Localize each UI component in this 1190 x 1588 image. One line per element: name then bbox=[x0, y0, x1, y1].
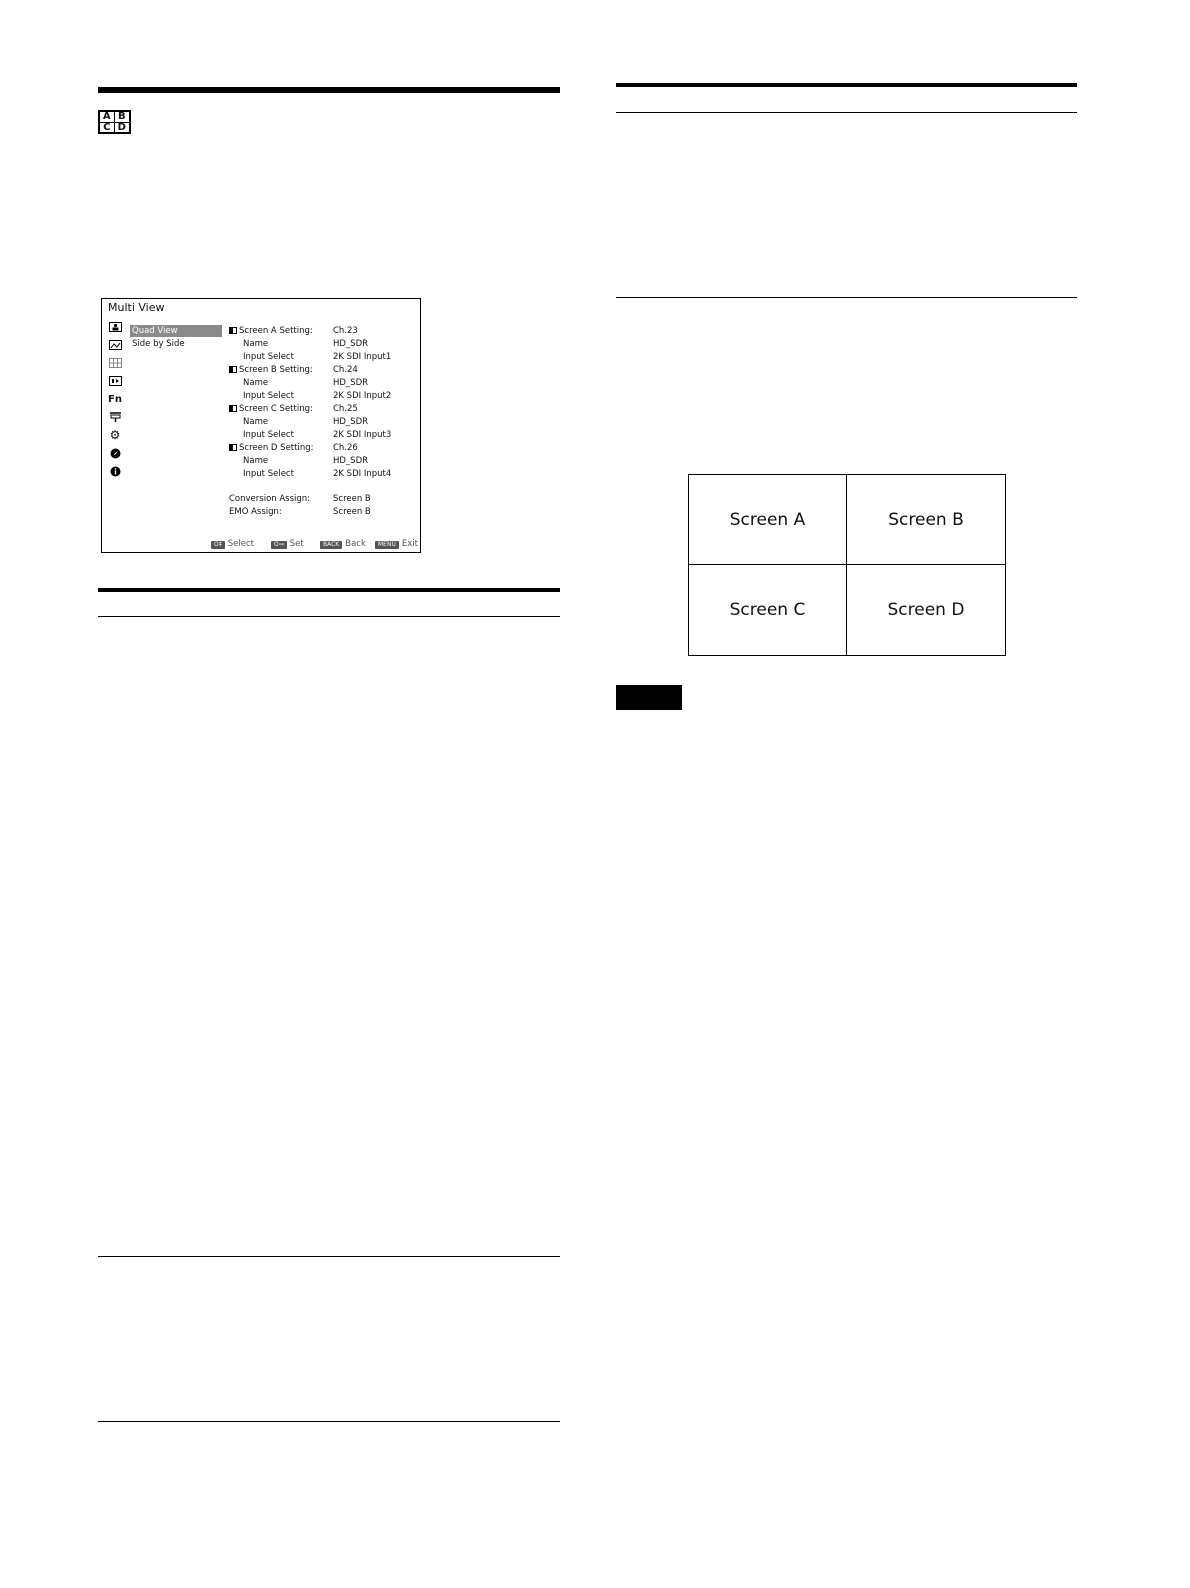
picture-icon bbox=[108, 321, 122, 333]
footer-exit: MENU Exit bbox=[375, 539, 418, 550]
subsection-rule-left-3 bbox=[98, 1421, 560, 1422]
setting-value: HD_SDR bbox=[333, 339, 369, 349]
multi-view-menu-screenshot bbox=[101, 298, 421, 553]
setting-key: Input Select bbox=[243, 469, 294, 479]
menu-title: Multi View bbox=[108, 301, 165, 314]
setting-value: Ch.23 bbox=[333, 326, 358, 336]
menu-key-icon: MENU bbox=[375, 541, 399, 549]
setting-value: HD_SDR bbox=[333, 378, 369, 388]
setting-value: 2K SDI Input1 bbox=[333, 352, 392, 362]
setting-key: Input Select bbox=[243, 391, 294, 401]
quad-view-layout-diagram bbox=[688, 474, 1006, 656]
option-side-by-side[interactable]: Side by Side bbox=[132, 339, 185, 349]
setting-value: Ch.26 bbox=[333, 443, 358, 453]
section-rule-mid-left bbox=[98, 588, 560, 592]
fn-icon: Fn bbox=[108, 393, 122, 405]
conversion-assign-key: Conversion Assign: bbox=[229, 494, 311, 504]
footer-back: BACK Back bbox=[320, 539, 366, 550]
setting-key: Name bbox=[243, 417, 269, 427]
quad-cell-screen-d: Screen D bbox=[887, 600, 965, 620]
icon-cell-d: D bbox=[117, 122, 126, 133]
multi-view-icon bbox=[98, 110, 131, 134]
setting-value: 2K SDI Input4 bbox=[333, 469, 392, 479]
gear-icon: ⚙ bbox=[109, 428, 121, 442]
note-label-block bbox=[616, 685, 682, 710]
back-key-icon: BACK bbox=[320, 541, 342, 549]
setting-key: Name bbox=[243, 456, 269, 466]
setting-key: Input Select bbox=[243, 430, 294, 440]
setting-value: 2K SDI Input3 bbox=[333, 430, 392, 440]
setting-key: Screen B Setting: bbox=[229, 364, 313, 376]
conversion-assign-value: Screen B bbox=[333, 494, 371, 504]
footer-select: O‡ Select bbox=[211, 539, 254, 550]
setting-value: HD_SDR bbox=[333, 417, 369, 427]
setting-value: 2K SDI Input2 bbox=[333, 391, 392, 401]
emo-assign-key: EMO Assign: bbox=[229, 507, 282, 517]
emo-assign-value: Screen B bbox=[333, 507, 371, 517]
subsection-rule-left-1 bbox=[98, 616, 560, 617]
input-icon bbox=[108, 375, 122, 387]
select-key-icon: O‡ bbox=[211, 541, 225, 549]
section-rule-top-left bbox=[98, 87, 560, 93]
section-rule-top-right bbox=[616, 83, 1077, 87]
footer-set: O⊸ Set bbox=[271, 539, 304, 550]
grid-icon bbox=[108, 357, 122, 369]
setting-key: Name bbox=[243, 339, 269, 349]
quad-cell-screen-c: Screen C bbox=[689, 565, 847, 655]
image-icon bbox=[108, 339, 122, 351]
subsection-rule-right-1 bbox=[616, 112, 1077, 113]
quad-cell-screen-b: Screen B bbox=[847, 475, 1005, 565]
icon-cell-a: A bbox=[100, 112, 115, 123]
subsection-rule-left-2 bbox=[98, 1256, 560, 1257]
setting-key: Input Select bbox=[243, 352, 294, 362]
quad-cell-screen-a: Screen A bbox=[689, 475, 847, 565]
option-quad-view[interactable]: Quad View bbox=[130, 325, 222, 337]
marker-icon bbox=[108, 411, 122, 423]
setting-key: Name bbox=[243, 378, 269, 388]
compass-icon bbox=[108, 447, 122, 459]
set-key-icon: O⊸ bbox=[271, 541, 287, 549]
subsection-rule-right-2 bbox=[616, 297, 1077, 298]
setting-key: Screen A Setting: bbox=[229, 325, 313, 337]
info-icon bbox=[108, 465, 122, 477]
setting-key: Screen D Setting: bbox=[229, 442, 313, 454]
icon-cell-b: B bbox=[115, 112, 130, 123]
icon-cell-c: C bbox=[100, 123, 115, 133]
setting-key: Screen C Setting: bbox=[229, 403, 313, 415]
setting-value: HD_SDR bbox=[333, 456, 369, 466]
setting-value: Ch.24 bbox=[333, 365, 358, 375]
setting-value: Ch.25 bbox=[333, 404, 358, 414]
